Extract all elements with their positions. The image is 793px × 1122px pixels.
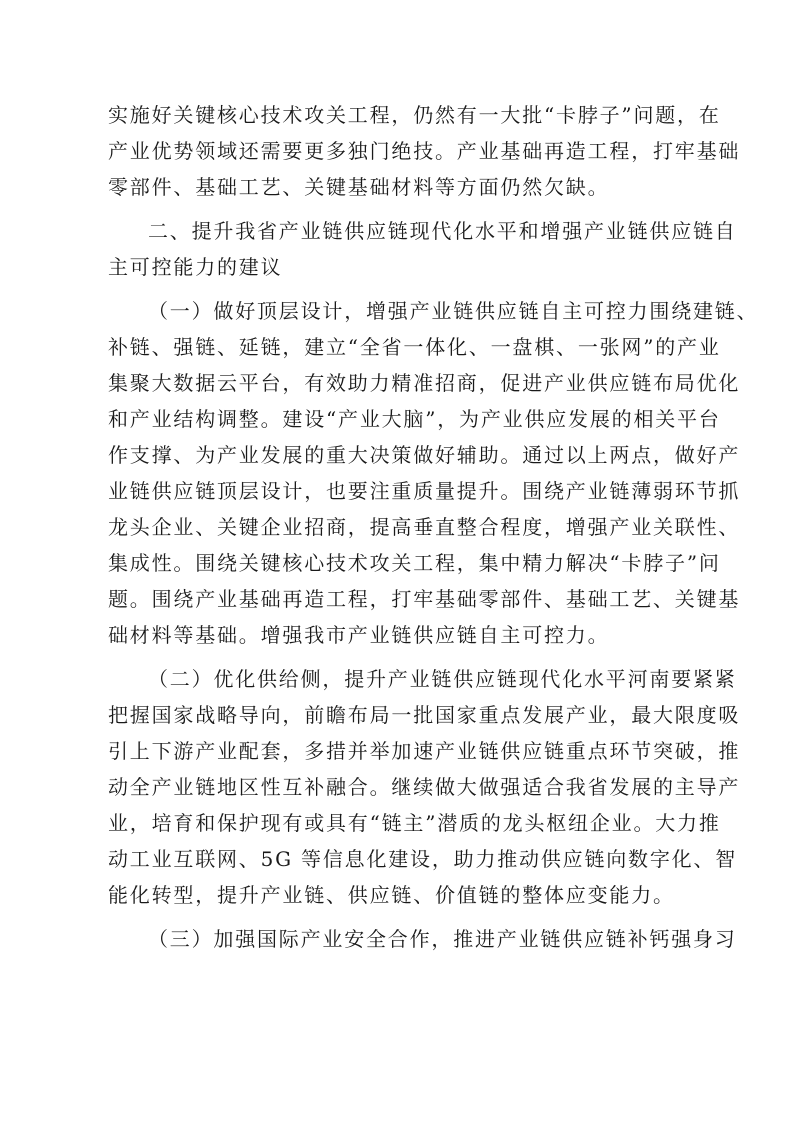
text-line: 集聚大数据云平台，有效助力精准招商，促进产业供应链布局优化 bbox=[108, 371, 741, 395]
text-line: 实施好关键核心技术攻关工程，仍然有一大批“卡脖子”问题，在 bbox=[108, 103, 721, 127]
text-line: 动工业互联网、5G 等信息化建设，助力推动供应链向数字化、智 bbox=[108, 847, 738, 871]
text-line: 主可控能力的建议 bbox=[108, 255, 283, 279]
text-line: 产业优势领域还需要更多独门绝技。产业基础再造工程，打牢基础 bbox=[108, 139, 741, 163]
text-line: 作支撑、为产业发展的重大决策做好辅助。通过以上两点，做好产 bbox=[108, 443, 741, 467]
text-line: 动全产业链地区性互补融合。继续做大做强适合我省发展的主导产 bbox=[108, 775, 741, 799]
document-page bbox=[108, 97, 759, 957]
text-line: 题。围绕产业基础再造工程，打牢基础零部件、基础工艺、关键基 bbox=[108, 587, 741, 611]
text-line: 业，培育和保护现有或具有“链主”潜质的龙头枢纽企业。大力推 bbox=[108, 811, 721, 835]
text-line: （三）加强国际产业安全合作，推进产业链供应链补钙强身习 bbox=[148, 927, 737, 951]
section-heading-2 bbox=[108, 213, 737, 285]
text-line: 补链、强链、延链，建立“全省一体化、一盘棋、一张网”的产业 bbox=[108, 335, 721, 359]
text-line: （一）做好顶层设计，增强产业链供应链自主可控力围绕建链、 bbox=[148, 299, 759, 323]
paragraph-subsection-3 bbox=[108, 921, 737, 957]
text-line: 引上下游产业配套，多措并举加速产业链供应链重点环节突破，推 bbox=[108, 739, 741, 763]
paragraph-subsection-1 bbox=[108, 293, 759, 653]
text-line: 业链供应链顶层设计，也要注重质量提升。围绕产业链薄弱环节抓 bbox=[108, 479, 741, 503]
text-line: 二、提升我省产业链供应链现代化水平和增强产业链供应链自 bbox=[148, 219, 737, 243]
text-line: 把握国家战略导向，前瞻布局一批国家重点发展产业，最大限度吸 bbox=[108, 703, 741, 727]
text-line: 集成性。围绕关键核心技术攻关工程，集中精力解决“卡脖子”问 bbox=[108, 551, 721, 575]
text-line: 零部件、基础工艺、关键基础材料等方面仍然欠缺。 bbox=[108, 175, 610, 199]
text-line: 能化转型，提升产业链、供应链、价值链的整体应变能力。 bbox=[108, 883, 675, 907]
text-line: （二）优化供给侧，提升产业链供应链现代化水平河南要紧紧 bbox=[148, 667, 737, 691]
paragraph-1 bbox=[108, 97, 741, 205]
text-line: 龙头企业、关键企业招商，提高垂直整合程度，增强产业关联性、 bbox=[108, 515, 741, 539]
text-line: 和产业结构调整。建设“产业大脑”，为产业供应发展的相关平台 bbox=[108, 407, 721, 431]
text-line: 础材料等基础。增强我市产业链供应链自主可控力。 bbox=[108, 623, 610, 647]
paragraph-subsection-2 bbox=[108, 661, 741, 913]
